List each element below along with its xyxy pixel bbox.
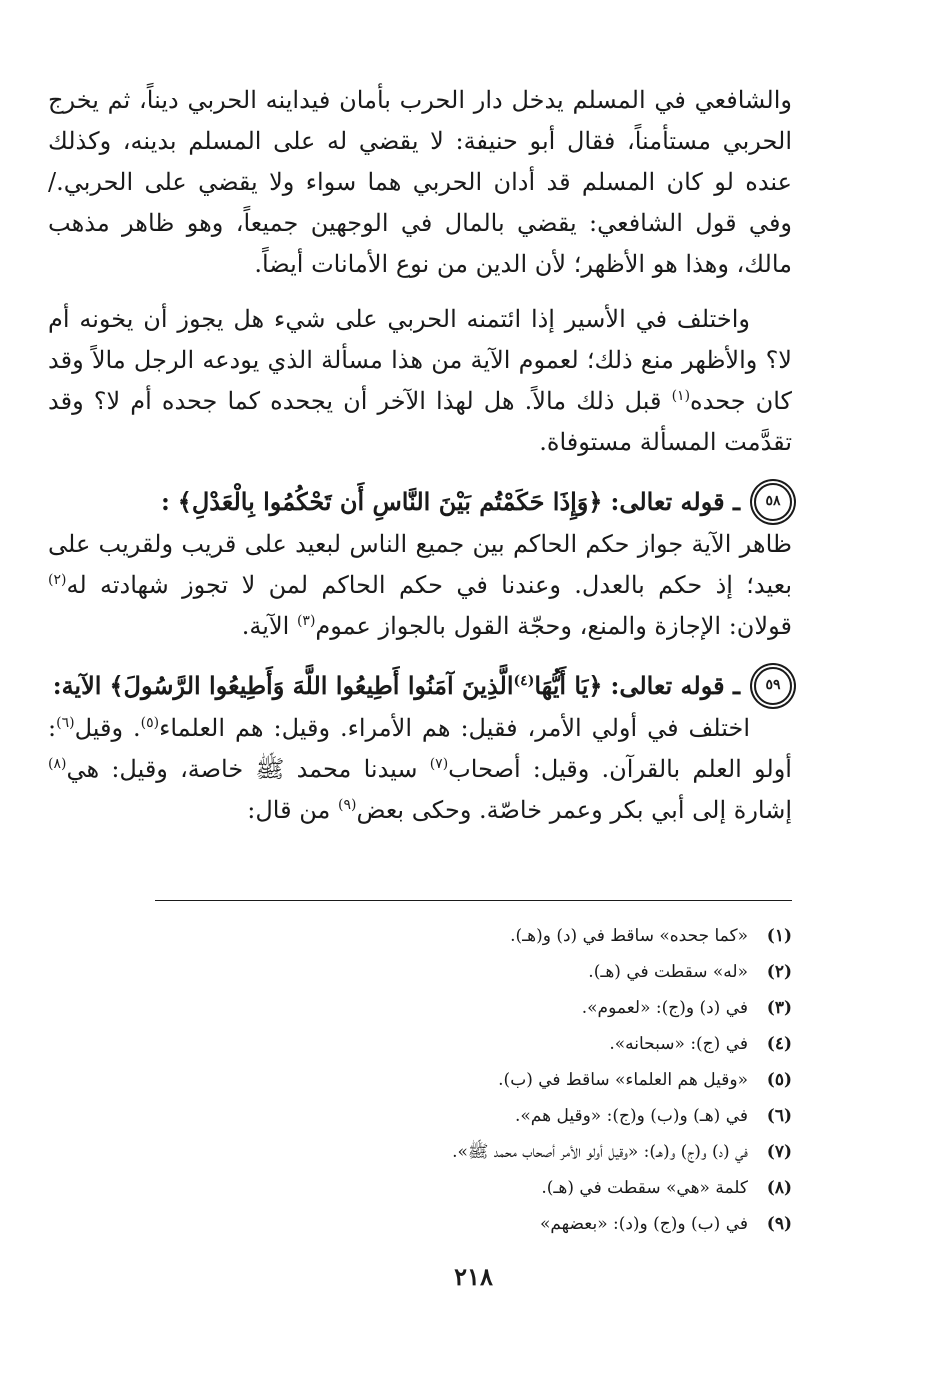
footnote-item: (٥) «وقيل هم العلماء» ساقط في (ب).: [498, 1070, 792, 1090]
footnote-item: (٦) في (هـ) و(ب) و(ج): «وقيل هم».: [514, 1106, 792, 1126]
footnote-ref-1[interactable]: (١): [671, 388, 691, 404]
footnote-item: (٤) في (ج): «سبحانه».: [609, 1034, 792, 1054]
footnote-item: (٣) في (د) و(ج): «لعموم».: [581, 998, 792, 1018]
footnote-item: (٩) في (ب) و(ج) و(د): «بعضهم»: [539, 1214, 792, 1234]
page-body: [48, 80, 792, 845]
footnote-item: (٧) في (د) و(ج) و(هـ): «وقيل أولو الأمر أصحاب محمد ﷺ».: [452, 1142, 792, 1162]
footnote-divider: [155, 900, 792, 901]
footnote-ref-2[interactable]: (٢): [48, 572, 67, 588]
paragraph-1: والشافعي في المسلم يدخل دار الحرب بأمان فيداينه الحربي ديناً، ثم يخرج الحربي مستأمناً، فقال أبو حنيفة: لا يقضي له على المسلم بدينه، وكذلك عنده لو كان المسلم قد أدان الحربي هما سواء ولا يقضي على الحربي./ وفي قول الشافعي: يقضي بالمال في الوجهين جميعاً، وهو ظاهر مذهب مالك، وهذا هو الأظهر؛ لأن الدين من نوع الأمانات أيضاً.: [48, 86, 792, 278]
verse-number-badge: ٥٨: [754, 483, 792, 521]
heading-lead: ـ قوله تعالى:: [610, 487, 740, 516]
footnote-item: (٨) كلمة «هي» سقطت في (هـ).: [541, 1178, 792, 1198]
quran-verse: ﴿وَإِذَا حَكَمْتُم بَيْنَ النَّاسِ أَن تَحْكُمُوا بِالْعَدْلِ﴾: [177, 487, 603, 516]
footnote-ref-4[interactable]: (٤): [513, 673, 535, 689]
footnote-ref-5[interactable]: (٥): [140, 715, 160, 731]
heading-lead: ـ قوله تعالى:: [610, 671, 740, 700]
paragraph-4: اختلف في أولي الأمر، فقيل: هم الأمراء. وقيل: هم العلماء$^{(٥)}$. وقيل$^{(٦)}$: أولو العلم بالقرآن. وقيل: أصحاب$^{(٧)}$ سيدنا محمد ﷺ خاصة، وقيل: هي$^{(٨)}$ إشارة إلى أبي بكر وعمر خاصّة. وحكى بعض$^{(٩)}$ من قال:: [48, 714, 792, 824]
verse-heading-58: [48, 481, 792, 522]
verse-number-badge: ٥٩: [754, 667, 792, 705]
heading-tail: الآية:: [52, 671, 102, 700]
footnote-ref-9[interactable]: (٩): [337, 797, 357, 813]
heading-tail: :: [160, 487, 170, 516]
footnote-item: (٢) «له» سقطت في (هـ).: [588, 962, 792, 982]
verse-heading-59: [48, 665, 792, 706]
paragraph-3: ظاهر الآية جواز حكم الحاكم بين جميع الناس لبعيد على قريب ولقريب على بعيد؛ إذ حكم بالعدل. وعندنا في حكم الحاكم لمن لا تجوز شهادته له$^{(٢)}$ قولان: الإجازة والمنع، وحجّة القول بالجواز عموم$^{(٣)}$ الآية.: [48, 530, 792, 640]
footnote-ref-6[interactable]: (٦): [56, 715, 75, 731]
footnote-ref-3[interactable]: (٣): [296, 613, 316, 629]
quran-verse: ﴿يَا أَيُّهَا$^{(٤)}$الَّذِينَ آمَنُوا أَطِيعُوا اللَّهَ وَأَطِيعُوا الرَّسُولَ﴾: [109, 671, 603, 700]
footnote-ref-8[interactable]: (٨): [48, 756, 67, 772]
footnote-ref-7[interactable]: (٧): [429, 756, 449, 772]
footnotes-list: [155, 918, 792, 1242]
footnote-item: (١) «كما جحده» ساقط في (د) و(هـ).: [510, 926, 792, 946]
page-number: ٢١٨: [454, 1262, 493, 1291]
paragraph-2: واختلف في الأسير إذا ائتمنه الحربي على شيء هل يجوز أن يخونه أم لا؟ والأظهر منع ذلك؛ لعموم الآية من هذا مسألة الذي يودعه الرجل مالاً وقد كان جحده$^{(١)}$ قبل ذلك مالاً. هل لهذا الآخر أن يجحده كما جحده أم لا؟ وقد تقدَّمت المسألة مستوفاة.: [48, 305, 792, 456]
